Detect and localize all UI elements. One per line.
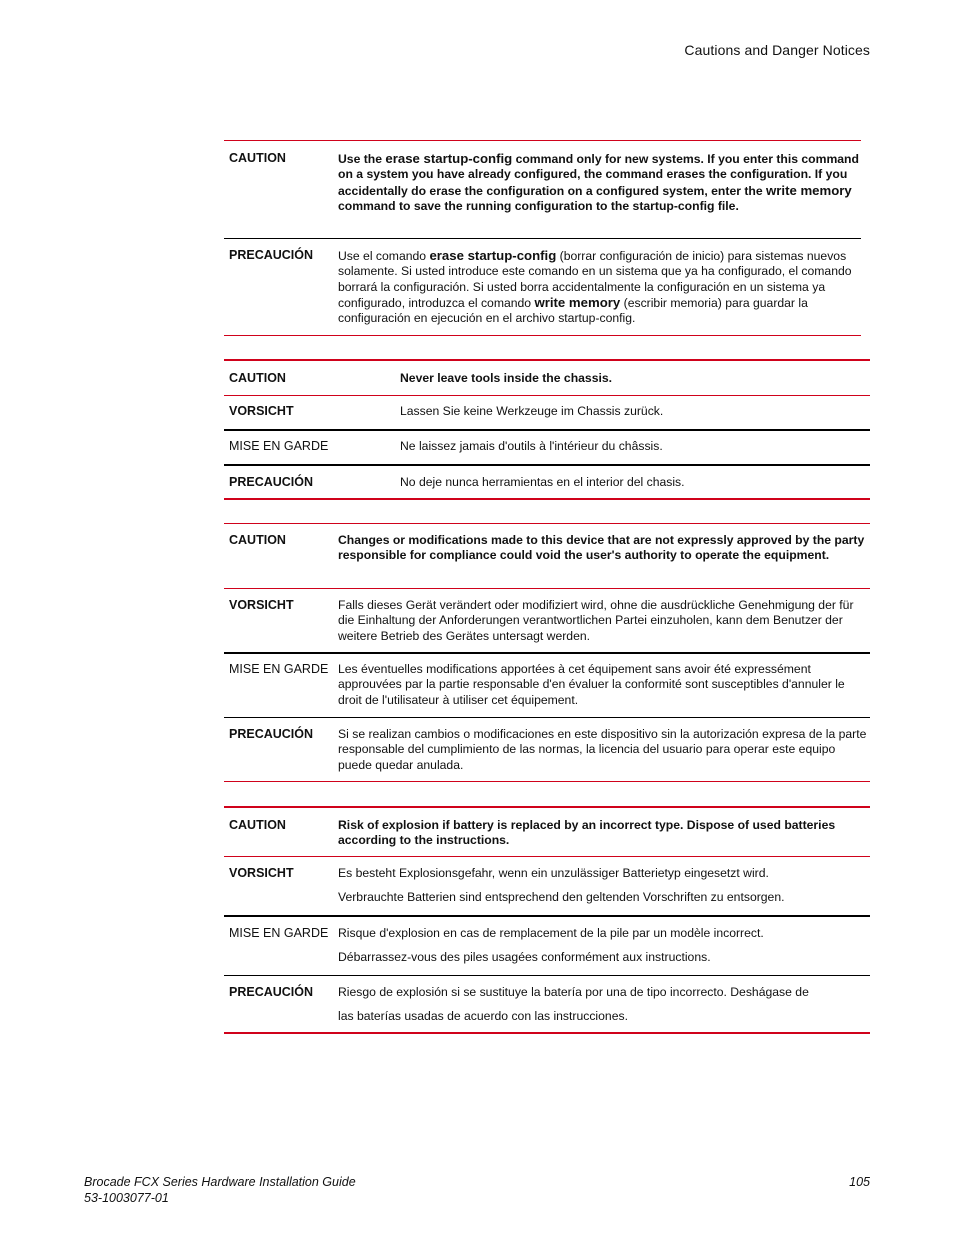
- notice-text: [338, 151, 861, 228]
- text-segment: (escribir memoria) para guardar la configuración en ejecución en el archivo startup-config.: [338, 295, 808, 326]
- notice-label: CAUTION: [229, 151, 286, 165]
- text-segment: (borrar configuración de inicio) para sistemas nuevos solamente. Si usted introduce este comando en un sistema que ya ha configurado, el comando borrará la configuración. Si usted borra accidentalmente la configuración en un sistema ya configurado, introduzca el comando: [338, 249, 852, 310]
- notice-label: CAUTION: [229, 371, 286, 385]
- notice-erase-startup-config: [224, 140, 861, 336]
- notice-row-precaucion: [224, 238, 861, 336]
- notice-row-caution: [224, 140, 861, 238]
- notice-unauthorized-modifications: [224, 523, 870, 782]
- text-segment: command to save the running configuration to the startup-config file.: [338, 198, 739, 213]
- notice-label: PRECAUCIÓN: [229, 727, 314, 741]
- notice-label: PRECAUCIÓN: [229, 985, 314, 999]
- notice-row-mise-en-garde: [224, 652, 870, 717]
- notice-label: VORSICHT: [229, 598, 294, 612]
- notice-paragraph: Débarrassez-vous des piles usagées conformément aux instructions.: [338, 950, 711, 965]
- notice-text: No deje nunca herramientas en el interior del chasis.: [400, 475, 685, 489]
- notice-label: PRECAUCIÓN: [229, 475, 314, 489]
- notice-row-vorsicht: [224, 395, 870, 429]
- notice-text: Les éventuelles modifications apportées à cet équipement sans avoir été expressément approuvées par la partie responsable d'en évaluer la conformité sont susceptibles d'annuler le droit de l'utilisateur à utiliser cet équipement.: [338, 662, 845, 707]
- doc-number: 53-1003077-01: [84, 1190, 169, 1205]
- notice-paragraph: Verbrauchte Batterien sind entsprechend den geltenden Vorschriften zu entsorgen.: [338, 890, 785, 905]
- notice-text: Never leave tools inside the chassis.: [400, 371, 613, 385]
- notice-text: Risk of explosion if battery is replaced by an incorrect type. Dispose of used batteries according to the instructions.: [338, 818, 836, 848]
- notice-paragraph: Es besteht Explosionsgefahr, wenn ein unzulässiger Batterietyp eingesetzt wird.: [338, 866, 769, 880]
- text-segment: Use the: [338, 152, 386, 166]
- notice-row-precaucion: [224, 717, 870, 782]
- notice-tools-in-chassis: [224, 359, 870, 500]
- notice-row-vorsicht: [224, 588, 870, 652]
- notice-row-mise-en-garde: [224, 429, 870, 464]
- command-text: erase startup-config: [429, 248, 557, 263]
- notice-label: MISE EN GARDE: [229, 662, 329, 676]
- notice-text: Si se realizan cambios o modificaciones en este dispositivo sin la autorización expresa de la parte responsable del cumplimiento de las normas, la licencia del usuario para operar este equipo puede quedar anulada.: [338, 727, 867, 772]
- notice-label: PRECAUCIÓN: [229, 248, 314, 262]
- guide-title: Brocade FCX Series Hardware Installation Guide: [84, 1175, 356, 1189]
- notice-paragraph: las baterías usadas de acuerdo con las instrucciones.: [338, 1009, 628, 1024]
- notice-label: MISE EN GARDE: [229, 439, 329, 453]
- notice-label: CAUTION: [229, 533, 286, 547]
- notice-text: Ne laissez jamais d'outils à l'intérieur du châssis.: [400, 439, 663, 453]
- notice-row-precaucion: [224, 975, 870, 1034]
- notice-paragraph: Riesgo de explosión si se sustituye la batería por una de tipo incorrecto. Deshágase de: [338, 985, 809, 999]
- page-number: 105: [849, 1175, 870, 1189]
- notice-battery-explosion: [224, 806, 870, 1034]
- notice-row-mise-en-garde: [224, 915, 870, 975]
- text-segment: Use el comando: [338, 249, 430, 263]
- command-text: write memory: [766, 182, 852, 198]
- notice-row-vorsicht: [224, 856, 870, 915]
- text-segment: command only for new systems. If you enter this command on a system you have already configured, the command erases the configuration. If you accidentally do erase the configuration on a configured system, enter the: [338, 152, 859, 198]
- notice-label: VORSICHT: [229, 404, 294, 418]
- notice-text: [338, 866, 870, 915]
- section-title: Cautions and Danger Notices: [684, 42, 870, 58]
- notice-row-caution: [224, 806, 870, 856]
- notice-text: [338, 985, 870, 1032]
- notice-row-precaucion: [224, 464, 870, 500]
- notice-text: [338, 248, 861, 325]
- notice-paragraph: Risque d'explosion en cas de remplacement de la pile par un modèle incorrect.: [338, 926, 764, 940]
- notice-row-caution: [224, 359, 870, 395]
- notice-text: Lassen Sie keine Werkzeuge im Chassis zurück.: [400, 404, 664, 418]
- notice-text: [338, 926, 870, 975]
- command-text: erase startup-config: [385, 151, 513, 166]
- notice-label: CAUTION: [229, 818, 286, 832]
- notice-row-caution: [224, 523, 870, 588]
- page-footer: [84, 1175, 356, 1206]
- notice-text: Falls dieses Gerät verändert oder modifiziert wird, ohne die ausdrückliche Genehmigung der für die Einhaltung der Anforderungen verantwortlichen Partei einzuholen, kann dem Benutzer der weitere Betrieb des Gerätes untersagt werden.: [338, 598, 854, 643]
- notice-label: MISE EN GARDE: [229, 926, 329, 940]
- notice-label: VORSICHT: [229, 866, 294, 880]
- command-text: write memory: [534, 294, 621, 310]
- notice-text: Changes or modifications made to this device that are not expressly approved by the party responsible for compliance could void the user's authority to operate the equipment.: [338, 533, 865, 563]
